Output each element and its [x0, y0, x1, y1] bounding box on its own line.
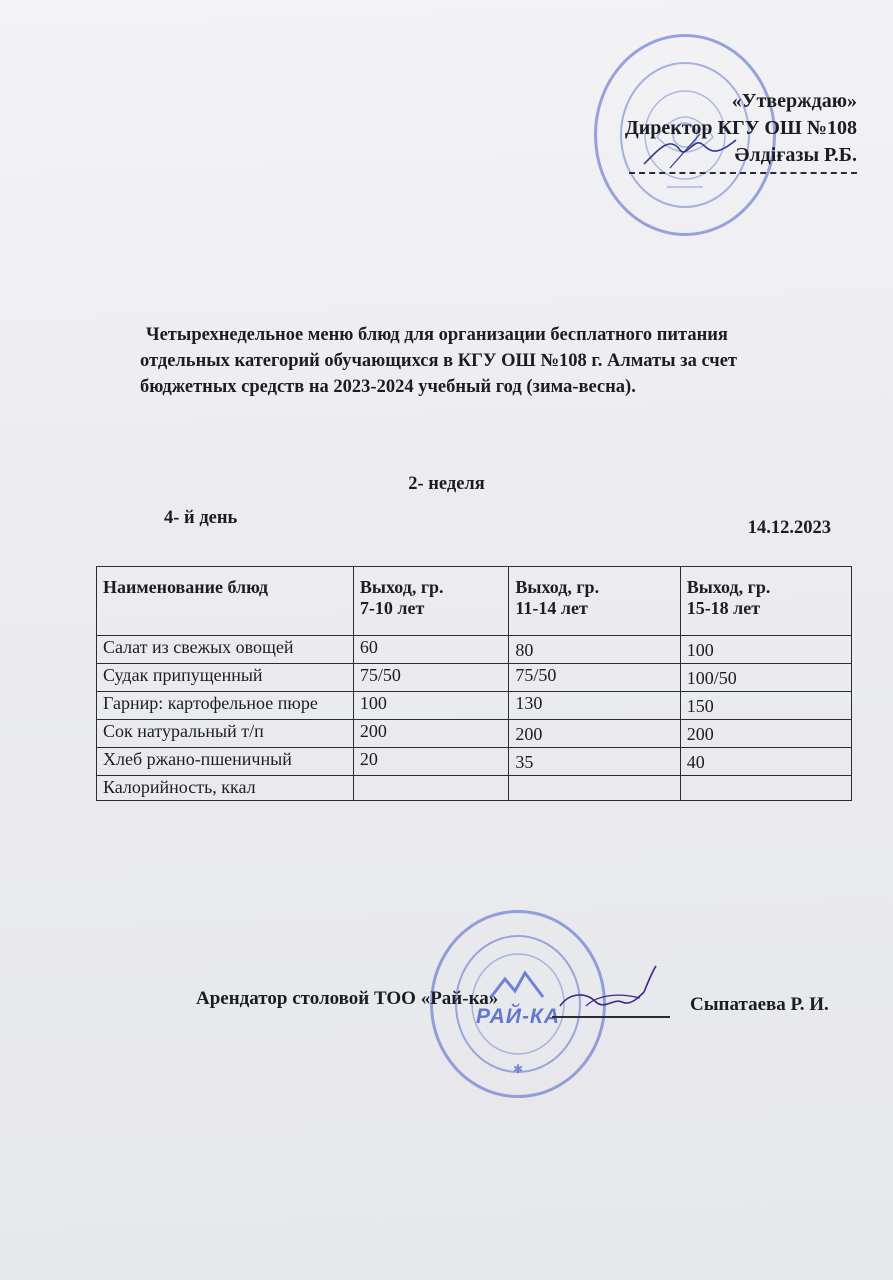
yield-15-18: 150 [680, 692, 851, 720]
table-row [97, 776, 852, 801]
table-row [97, 636, 852, 664]
yield-11-14: 75/50 [509, 664, 680, 692]
yield-11-14 [509, 776, 680, 801]
dish-name: Салат из свежых овощей [97, 636, 354, 664]
dish-name: Хлеб ржано-пшеничный [97, 748, 354, 776]
director-signature [640, 128, 740, 172]
menu-title [140, 322, 852, 400]
yield-11-14: 80 [509, 636, 680, 664]
yield-15-18: 200 [680, 720, 851, 748]
yield-15-18: 40 [680, 748, 851, 776]
yield-11-14: 200 [509, 720, 680, 748]
yield-7-10 [353, 776, 509, 801]
week-label: 2- неделя [408, 474, 485, 494]
title-line-3: бюджетных средств на 2023-2024 учебный год (зима-весна). [140, 377, 636, 397]
yield-15-18: 100/50 [680, 664, 851, 692]
day-label: 4- й день [164, 508, 238, 528]
menu-table [96, 566, 852, 801]
table-row [97, 692, 852, 720]
dish-name: Калорийность, ккал [97, 776, 354, 801]
approval-position: Директор КГУ ОШ №108 [624, 117, 857, 139]
yield-7-10: 20 [353, 748, 509, 776]
lessee-signature [556, 962, 666, 1018]
title-line-1: Четырехнедельное меню блюд для организации бесплатного питания [146, 325, 728, 345]
yield-7-10: 100 [353, 692, 509, 720]
title-line-2: отдельных категорий обучающихся в КГУ ОШ №108 г. Алматы за счет [140, 351, 738, 371]
dish-name: Судак припущенный [97, 664, 354, 692]
menu-date: 14.12.2023 [747, 518, 831, 538]
header-yield-11-14: Выход, гр. 11-14 лет [509, 567, 680, 636]
approval-director-name: Әлдіғазы Р.Б. [734, 144, 857, 166]
table-header-row [97, 567, 852, 636]
lessee-name: Сыпатаева Р. И. [690, 994, 829, 1015]
header-yield-15-18: Выход, гр. 15-18 лет [680, 567, 851, 636]
header-dish-name: Наименование блюд [97, 567, 354, 636]
company-stamp-logo: РАЙ-КА [475, 1005, 561, 1028]
approval-heading: «Утверждаю» [731, 90, 857, 112]
dish-name: Сок натуральный т/п [97, 720, 354, 748]
dish-name: Гарнир: картофельное пюре [97, 692, 354, 720]
table-row [97, 664, 852, 692]
table-row [97, 720, 852, 748]
yield-15-18: 100 [680, 636, 851, 664]
svg-text:✱: ✱ [512, 1062, 524, 1076]
header-yield-7-10: Выход, гр. 7-10 лет [353, 567, 509, 636]
yield-11-14: 35 [509, 748, 680, 776]
yield-7-10: 200 [353, 720, 509, 748]
approval-signature-line [629, 172, 857, 174]
yield-11-14: 130 [509, 692, 680, 720]
yield-15-18 [680, 776, 851, 801]
lessee-label: Арендатор столовой ТОО «Рай-ка» [196, 988, 499, 1009]
yield-7-10: 60 [353, 636, 509, 664]
table-row [97, 748, 852, 776]
yield-7-10: 75/50 [353, 664, 509, 692]
